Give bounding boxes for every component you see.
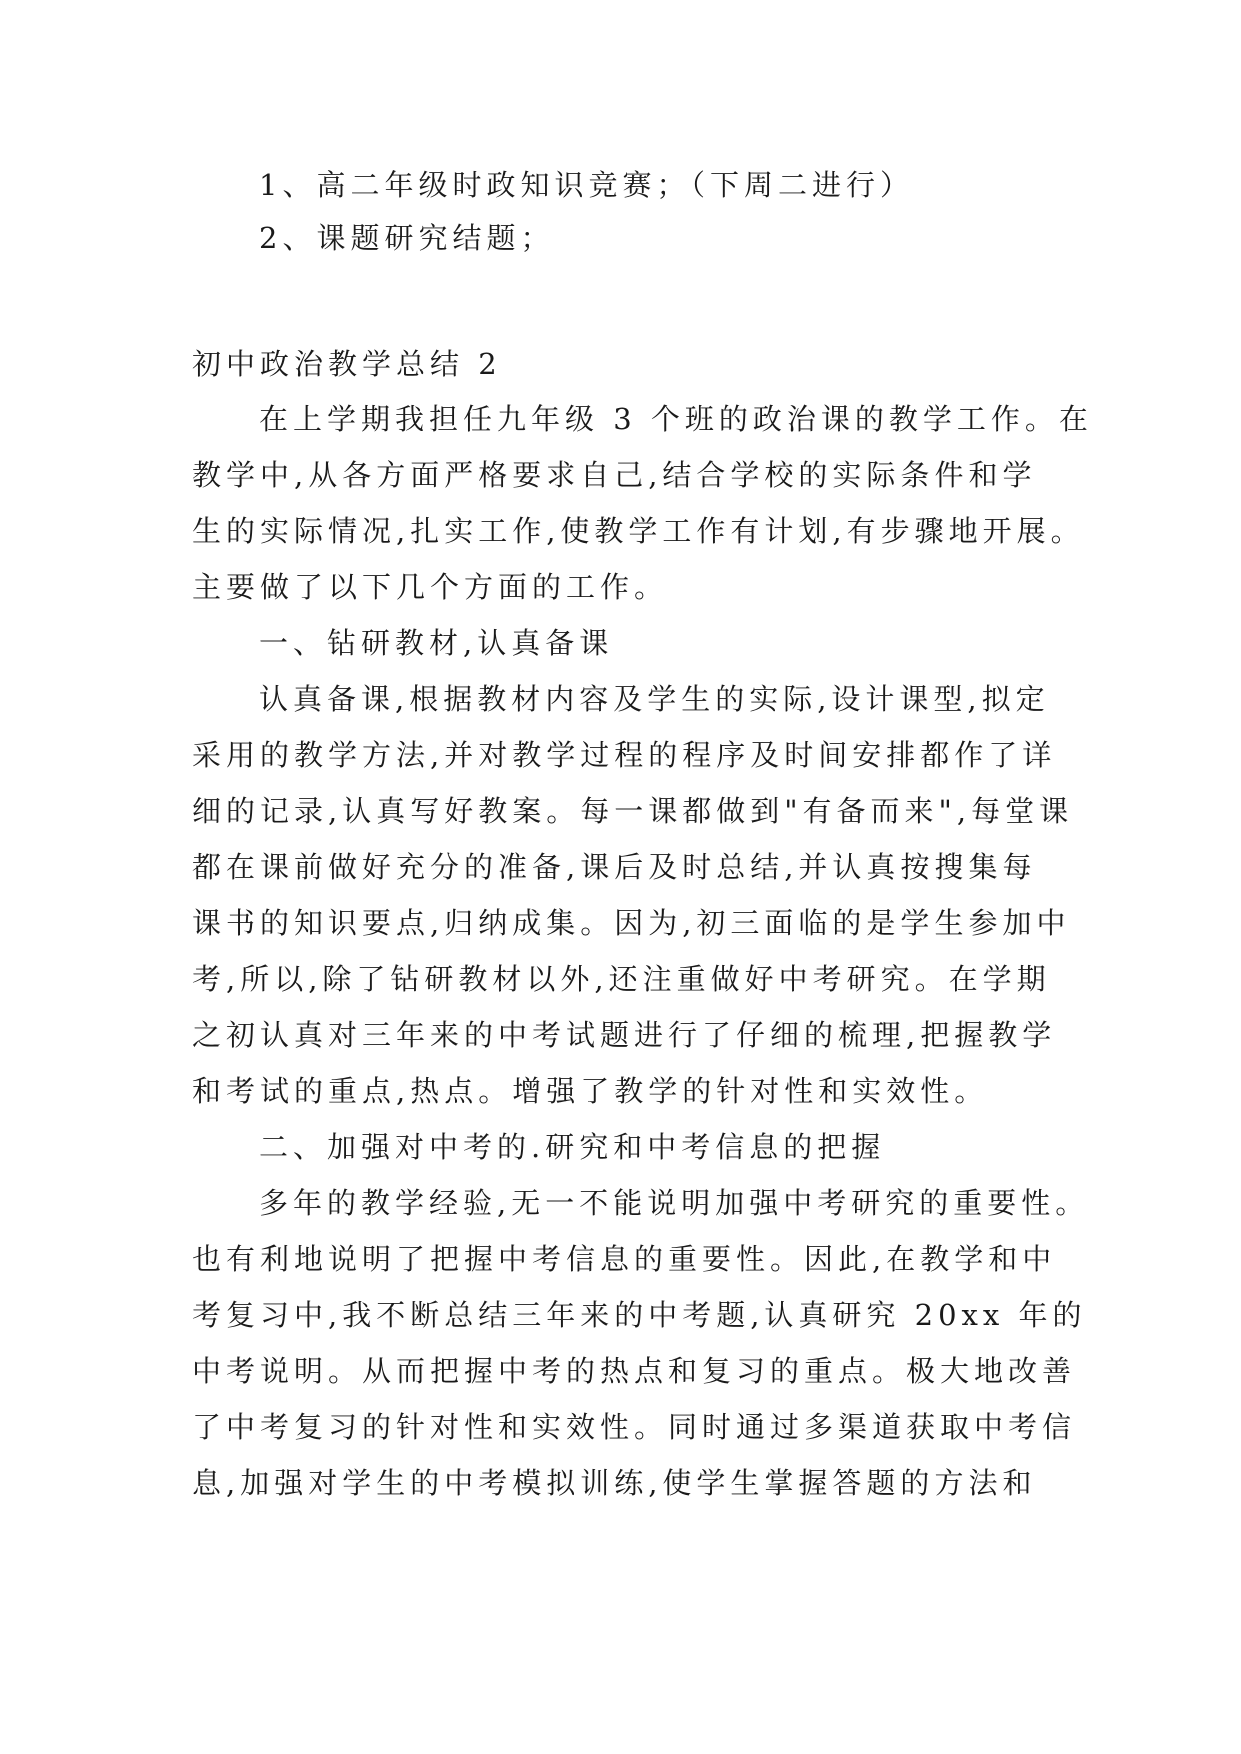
paragraph-line: 和考试的重点,热点。增强了教学的针对性和实效性。 <box>192 1074 989 1108</box>
paragraph-line: 了中考复习的针对性和实效性。同时通过多渠道获取中考信 <box>192 1410 1077 1444</box>
list-item: 2、课题研究结题； <box>259 221 555 255</box>
paragraph-line: 也有利地说明了把握中考信息的重要性。因此,在教学和中 <box>192 1242 1057 1276</box>
paragraph-line: 细的记录,认真写好教案。每一课都做到"有备而来",每堂课 <box>192 794 1074 828</box>
subheading: 一、钻研教材,认真备课 <box>259 626 614 660</box>
subheading: 二、加强对中考的.研究和中考信息的把握 <box>259 1130 886 1164</box>
paragraph-line: 主要做了以下几个方面的工作。 <box>192 570 669 604</box>
paragraph-line: 都在课前做好充分的准备,课后及时总结,并认真按搜集每 <box>192 850 1037 884</box>
paragraph-line: 课书的知识要点,归纳成集。因为,初三面临的是学生参加中 <box>192 906 1071 940</box>
paragraph-line: 教学中,从各方面严格要求自己,结合学校的实际条件和学 <box>192 458 1037 492</box>
paragraph-line: 中考说明。从而把握中考的热点和复习的重点。极大地改善 <box>192 1354 1077 1388</box>
paragraph-line: 考复习中,我不断总结三年来的中考题,认真研究 20xx 年的 <box>192 1298 1087 1332</box>
list-item: 1、高二年级时政知识竞赛；（下周二进行） <box>259 168 914 202</box>
paragraph-line: 在上学期我担任九年级 3 个班的政治课的教学工作。在 <box>259 402 1093 436</box>
paragraph-line: 认真备课,根据教材内容及学生的实际,设计课型,拟定 <box>259 682 1050 716</box>
paragraph-line: 考,所以,除了钻研教材以外,还注重做好中考研究。在学期 <box>192 962 1051 996</box>
section-title: 初中政治教学总结 2 <box>192 347 502 381</box>
paragraph-line: 多年的教学经验,无一不能说明加强中考研究的重要性。 <box>259 1186 1090 1220</box>
paragraph-line: 采用的教学方法,并对教学过程的程序及时间安排都作了详 <box>192 738 1057 772</box>
paragraph-line: 之初认真对三年来的中考试题进行了仔细的梳理,把握教学 <box>192 1018 1057 1052</box>
paragraph-line: 生的实际情况,扎实工作,使教学工作有计划,有步骤地开展。 <box>192 514 1085 548</box>
paragraph-line: 息,加强对学生的中考模拟训练,使学生掌握答题的方法和 <box>192 1466 1037 1500</box>
